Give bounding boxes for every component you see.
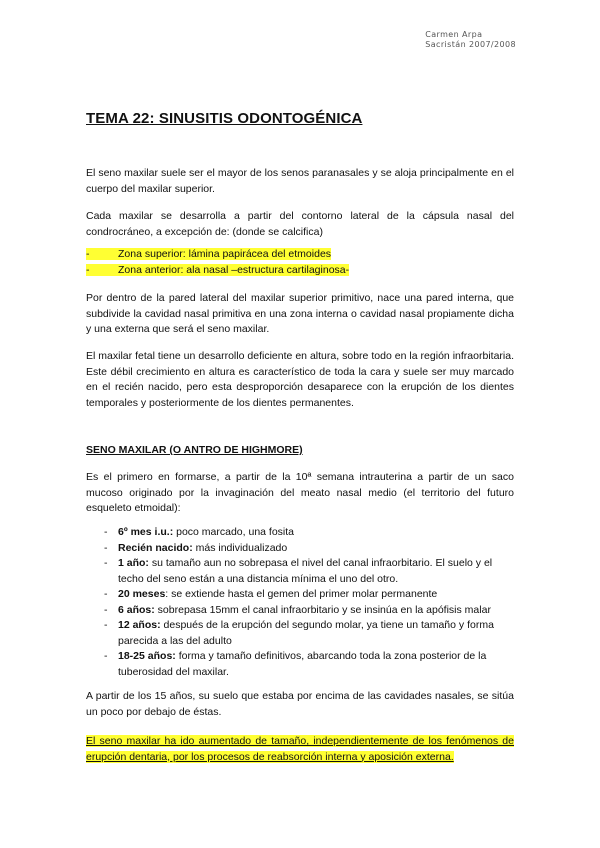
stages-list xyxy=(86,525,514,680)
author-block xyxy=(425,30,516,50)
list-item: - Zona anterior: ala nasal –estructura cartilaginosa- xyxy=(86,263,350,276)
list-item: - 6º mes i.u.: poco marcado, una fosita xyxy=(104,526,295,538)
list-item: - Zona superior: lámina papirácea del etmoides xyxy=(86,248,332,260)
author-course: Sacristán 2007/2008 xyxy=(425,40,516,49)
intro-paragraph-1: El seno maxilar suele ser el mayor de los senos paranasales y se aloja principalmente en el cuerpo del maxilar superior. xyxy=(86,167,514,195)
intro-paragraph-4: El maxilar fetal tiene un desarrollo deficiente en altura, sobre todo en la región infraorbitaria. Este débil crecimiento en altura es característico de toda la cara y suele ser muy marcado en el recién nacido, pero esta desproporción desaparece con la erupción de los dientes temporales y posteriormente de los dientes permanentes. xyxy=(86,350,514,409)
highlighted-text: El seno maxilar ha ido aumentado de tamaño, independientemente de los fenómenos de erupción dentaria, por los procesos de reabsorción interna y aposición externa. xyxy=(86,735,514,763)
list-item: - 20 meses: se extiende hasta el gemen del primer molar permanente xyxy=(104,588,438,600)
zones-list xyxy=(86,247,514,278)
list-item: - 12 años: después de la erupción del segundo molar, ya tiene un tamaño y forma parecida a las del adulto xyxy=(104,619,494,647)
highlighted-paragraph xyxy=(86,734,514,765)
document-title: TEMA 22: SINUSITIS ODONTOGÉNICA xyxy=(86,110,363,127)
section-paragraph-1: Es el primero en formarse, a partir de la 10ª semana intrauterina a partir de un saco mucoso originado por la invaginación del meato nasal medio (el territorio del futuro esqueleto etmoidal): xyxy=(86,471,514,514)
intro-paragraph-2: Cada maxilar se desarrolla a partir del contorno lateral de la cápsula nasal del condrocráneo, a excepción de: (donde se calcifica) xyxy=(86,210,514,238)
list-item: - 1 año: su tamaño aun no sobrepasa el nivel del canal infraorbitario. El suelo y el techo del seno están a una distancia mínima el uno del otro. xyxy=(104,557,493,585)
list-item: - Recién nacido: más individualizado xyxy=(104,541,288,554)
section-paragraph-2: A partir de los 15 años, su suelo que estaba por encima de las cavidades nasales, se sitúa un poco por debajo de éstas. xyxy=(86,690,514,718)
author-name: Carmen Arpa xyxy=(425,30,483,39)
list-item: - 18-25 años: forma y tamaño definitivos, abarcando toda la zona posterior de la tuberosidad del maxilar. xyxy=(104,650,487,678)
intro-paragraph-3: Por dentro de la pared lateral del maxilar superior primitivo, nace una pared interna, que subdivide la cavidad nasal primitiva en una zona interna o cavidad nasal propiamente dicha y una externa que será el seno maxilar. xyxy=(86,292,514,335)
section-heading: SENO MAXILAR (O ANTRO DE HIGHMORE) xyxy=(86,444,303,456)
list-item: - 6 años: sobrepasa 15mm el canal infraorbitario y se insinúa en la apófisis malar xyxy=(104,603,491,616)
